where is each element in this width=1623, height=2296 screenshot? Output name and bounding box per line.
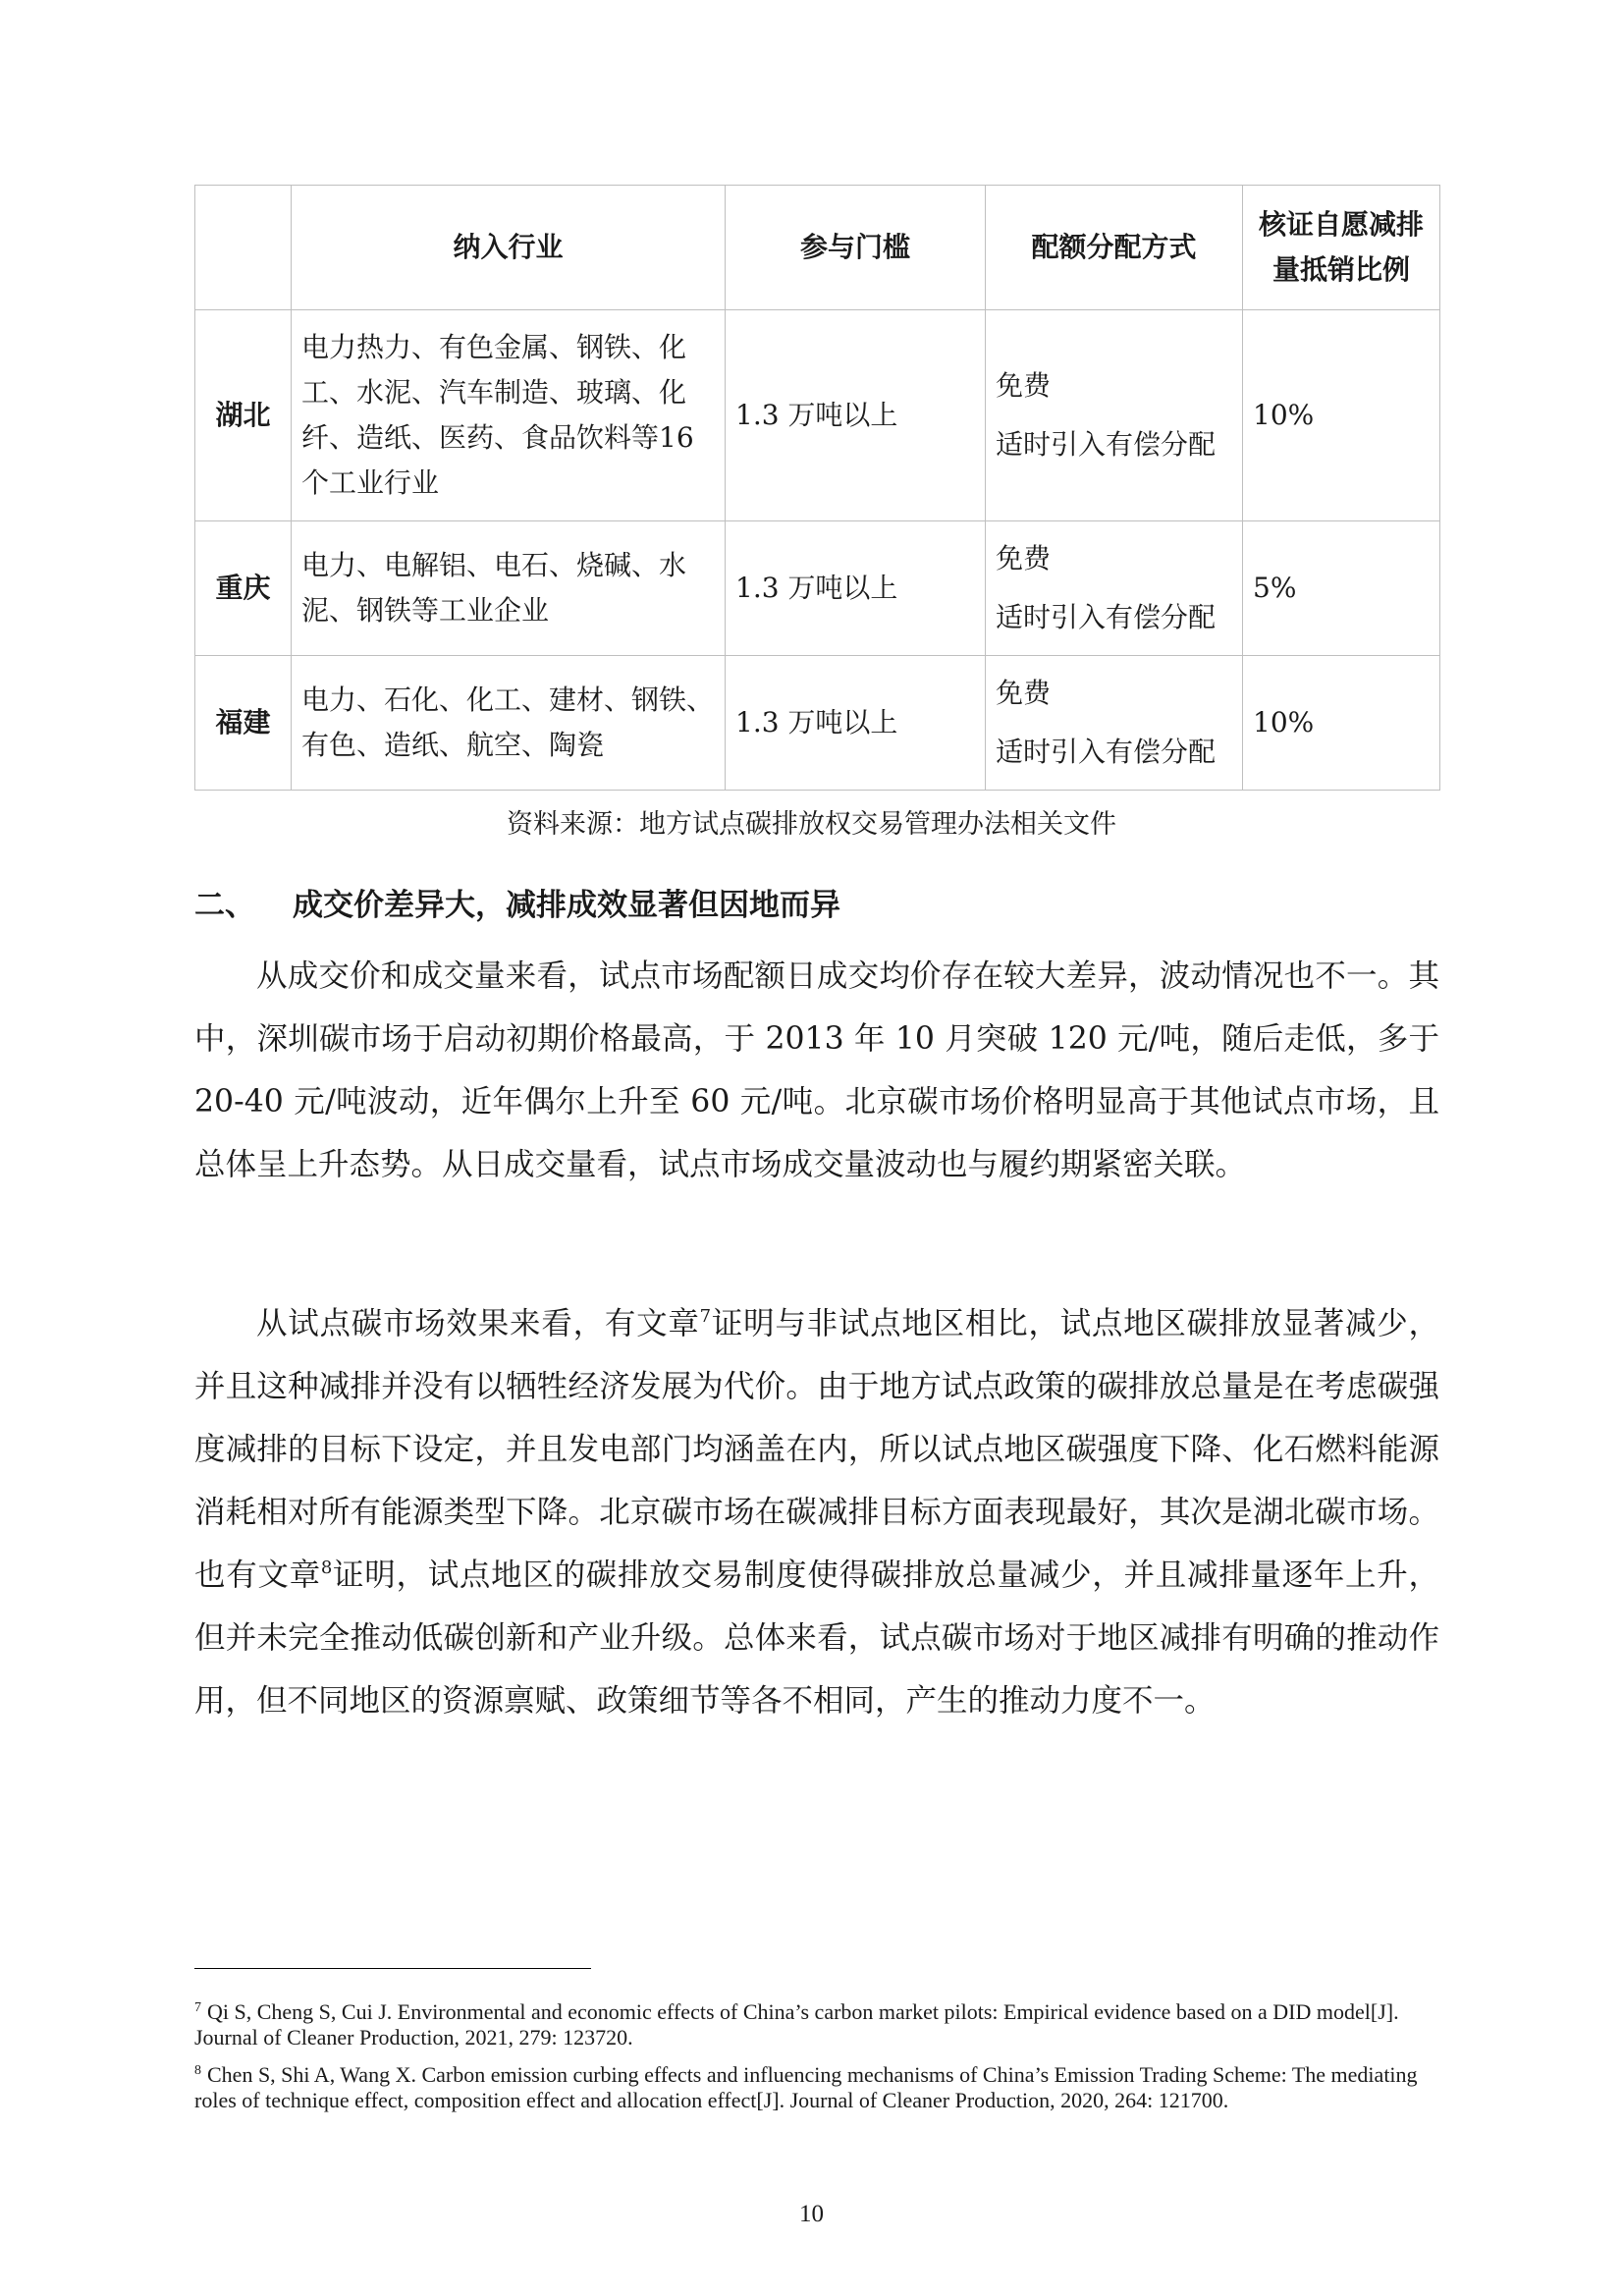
allocation-cell xyxy=(986,521,1243,656)
allocation-line-1: 免费 xyxy=(996,542,1052,574)
header-offset-ratio xyxy=(1243,186,1440,310)
region-cell: 湖北 xyxy=(195,310,292,521)
region-cell: 重庆 xyxy=(195,521,292,656)
industries-cell: 电力、石化、化工、建材、钢铁、有色、造纸、航空、陶瓷 xyxy=(292,656,726,791)
paragraph-text: 从试点碳市场效果来看，有文章 xyxy=(256,1306,700,1341)
section-number: 二、 xyxy=(194,888,255,923)
header-region xyxy=(195,186,292,310)
allocation-line-2: 适时引入有偿分配 xyxy=(996,428,1217,461)
footnote-mark: 8 xyxy=(194,2063,201,2078)
region-cell: 福建 xyxy=(195,656,292,791)
footnote-7 xyxy=(194,1999,1441,2050)
allocation-cell xyxy=(986,310,1243,521)
header-threshold: 参与门槛 xyxy=(726,186,986,310)
offset-cell: 10% xyxy=(1243,656,1440,791)
table-header-row xyxy=(195,186,1440,310)
table-row xyxy=(195,656,1440,791)
allocation-line-1: 免费 xyxy=(996,677,1052,709)
pilot-market-table xyxy=(194,185,1440,791)
header-industries: 纳入行业 xyxy=(292,186,726,310)
section-title: 成交价差异大，减排成效显著但因地而异 xyxy=(293,888,840,923)
header-offset-line1: 核证自愿减排 xyxy=(1258,208,1424,241)
industries-cell: 电力热力、有色金属、钢铁、化工、水泥、汽车制造、玻璃、化纤、造纸、医药、食品饮料等16个工业行业 xyxy=(292,310,726,521)
page-number: 10 xyxy=(799,2201,824,2227)
offset-cell: 5% xyxy=(1243,521,1440,656)
threshold-cell: 1.3 万吨以上 xyxy=(726,521,986,656)
footnote-mark: 7 xyxy=(194,2000,201,2015)
body-paragraph-2 xyxy=(194,1292,1439,1732)
footnote-text: Qi S, Cheng S, Cui J. Environmental and economic effects of China’s carbon market pilots: Empirical evidence based on a DID model[J]. Journal of Cleaner Production, 2021, 279: 123720. xyxy=(194,1999,1399,2050)
header-offset-line2: 量抵销比例 xyxy=(1271,253,1410,286)
allocation-line-2: 适时引入有偿分配 xyxy=(996,601,1217,633)
body-paragraph-1: 从成交价和成交量来看，试点市场配额日成交均价存在较大差异，波动情况也不一。其中，深圳碳市场于启动初期价格最高，于 2013 年 10 月突破 120 元/吨，随后走低，多于 20-40 元/吨波动，近年偶尔上升至 60 元/吨。北京碳市场价格明显高于其他试点市场，且总体呈上升态势。从日成交量看，试点市场成交量波动也与履约期紧密关联。 xyxy=(194,958,1439,1182)
paragraph-text: 证明，试点地区的碳排放交易制度使得碳排放总量减少，并且减排量逐年上升，但并未完全推动低碳创新和产业升级。总体来看，试点碳市场对于地区减排有明确的推动作用，但不同地区的资源禀赋、政策细节等各不相同，产生的推动力度不一。 xyxy=(194,1558,1439,1719)
allocation-line-1: 免费 xyxy=(996,369,1052,402)
section-heading xyxy=(194,882,840,929)
footnote-text: Chen S, Shi A, Wang X. Carbon emission curbing effects and influencing mechanisms of China’s Emission Trading Scheme: The mediating roles of technique effect, composition effect and allocation effect[J]. Journal of Cleaner Production, 2020, 264: 121700. xyxy=(194,2062,1418,2112)
threshold-cell: 1.3 万吨以上 xyxy=(726,310,986,521)
header-allocation: 配额分配方式 xyxy=(986,186,1243,310)
allocation-line-2: 适时引入有偿分配 xyxy=(996,736,1217,768)
footnote-divider xyxy=(194,1968,591,1969)
industries-cell: 电力、电解铝、电石、烧碱、水泥、钢铁等工业企业 xyxy=(292,521,726,656)
footnote-ref-7[interactable]: 7 xyxy=(699,1306,712,1327)
offset-cell: 10% xyxy=(1243,310,1440,521)
allocation-cell xyxy=(986,656,1243,791)
threshold-cell: 1.3 万吨以上 xyxy=(726,656,986,791)
footnote-ref-8[interactable]: 8 xyxy=(320,1558,333,1578)
footnote-8 xyxy=(194,2062,1441,2113)
paragraph-text: 证明与非试点地区相比，试点地区碳排放显著减少，并且这种减排并没有以牺牲经济发展为代价。由于地方试点政策的碳排放总量是在考虑碳强度减排的目标下设定，并且发电部门均涵盖在内，所以试点地区碳强度下降、化石燃料能源消耗相对所有能源类型下降。北京碳市场在碳减排目标方面表现最好，其次是湖北碳市场。也有文章 xyxy=(194,1306,1439,1593)
table-source-note: 资料来源：地方试点碳排放权交易管理办法相关文件 xyxy=(507,809,1116,840)
table-row xyxy=(195,310,1440,521)
table-row xyxy=(195,521,1440,656)
